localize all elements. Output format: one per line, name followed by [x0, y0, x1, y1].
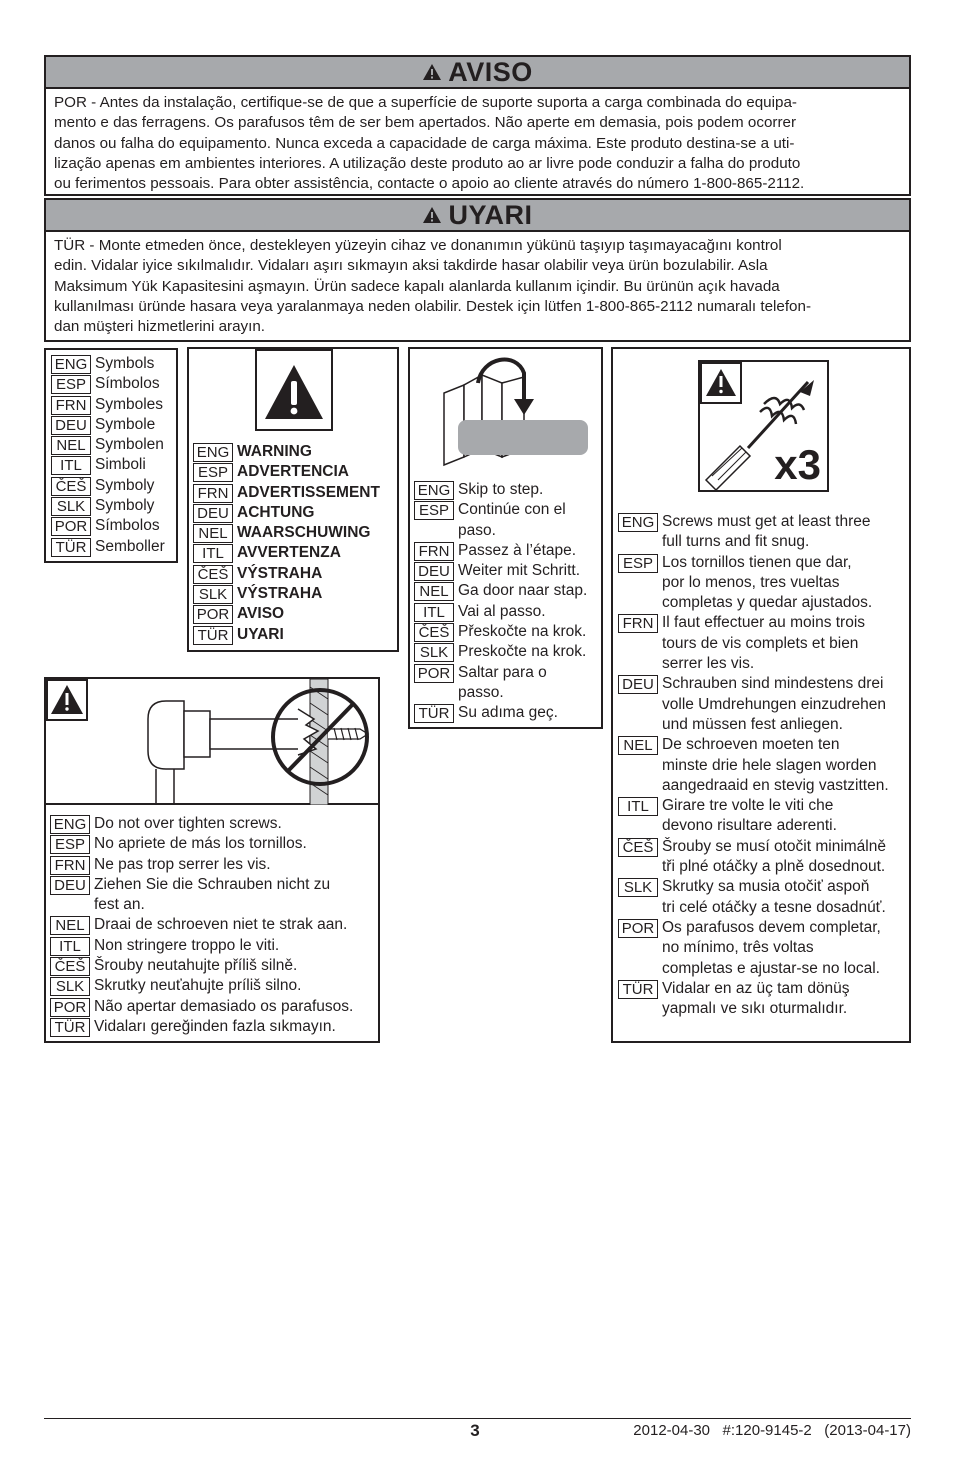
language-code-badge: ESP	[51, 375, 91, 394]
language-code-badge: TÜR	[618, 980, 658, 999]
language-text: Ga door naar stap.	[458, 582, 588, 600]
language-text: Symboles	[95, 395, 164, 413]
language-text: Skip to step.	[458, 481, 544, 498]
language-text: Screws must get at least three full turns and fit snug.	[662, 513, 871, 551]
language-row	[618, 877, 889, 918]
language-row	[414, 602, 587, 622]
language-code-badge: ESP	[193, 463, 233, 482]
language-code-badge: ITL	[50, 937, 90, 956]
language-code-badge: POR	[51, 517, 91, 536]
language-text: Semboller	[95, 537, 165, 555]
language-code-badge: NEL	[414, 582, 454, 601]
language-text: Passez à l’étape.	[458, 541, 577, 559]
language-code-badge: TÜR	[193, 626, 233, 645]
language-text: Do not over tighten screws.	[94, 815, 282, 832]
language-row	[193, 523, 380, 543]
language-text: Simboli	[95, 456, 146, 474]
language-code-badge: SLK	[193, 585, 233, 604]
language-code-badge: DEU	[414, 562, 454, 581]
language-code-badge: ENG	[50, 815, 90, 834]
language-text: Symbolen	[95, 436, 164, 454]
language-row	[618, 553, 889, 614]
language-text: Il faut effectuer au moins trois tours de vis complets et bien serrer les vis.	[662, 614, 866, 673]
language-code-badge: ČEŠ	[193, 565, 233, 584]
language-code-badge: FRN	[50, 856, 90, 875]
language-row	[51, 374, 176, 394]
language-code-badge: TÜR	[51, 538, 91, 557]
language-code-badge: POR	[50, 998, 90, 1017]
language-code-badge: DEU	[618, 675, 658, 694]
language-text: Weiter mit Schritt.	[458, 562, 581, 580]
language-text: Symbols	[95, 355, 155, 372]
screwdriver-into-wall-icon	[138, 679, 378, 805]
language-code-badge: SLK	[51, 497, 91, 516]
language-code-badge: FRN	[51, 396, 91, 415]
language-row	[50, 834, 353, 854]
language-code-badge: ITL	[193, 544, 233, 563]
language-row	[618, 674, 889, 735]
language-code-badge: SLK	[414, 643, 454, 662]
screws-list	[618, 512, 889, 1019]
language-code-badge: FRN	[618, 614, 658, 633]
document-number: 2012-04-30 #:120-9145-2 (2013-04-17)	[633, 1422, 911, 1439]
screws-panel	[611, 347, 911, 1043]
language-text: Schrauben sind mindestens drei volle Umdrehungen einzudrehen und müssen fest anliegen.	[662, 675, 887, 733]
language-row	[50, 814, 353, 834]
over-tighten-illustration	[46, 679, 378, 805]
language-code-badge: NEL	[193, 524, 233, 543]
language-code-badge: DEU	[50, 876, 90, 895]
language-text: Symbole	[95, 415, 156, 433]
language-row	[51, 354, 176, 374]
language-row	[193, 483, 380, 503]
warning-sign-icon	[255, 349, 333, 431]
language-text: Vidalar en az üç tam dönüş yapmalı ve sıkı oturmalıdır.	[662, 979, 850, 1018]
language-text: No apriete de más los tornillos.	[94, 835, 307, 853]
language-row	[51, 435, 176, 455]
aviso-header	[46, 57, 909, 89]
skip-list	[414, 480, 587, 724]
language-code-badge: ENG	[414, 481, 454, 500]
language-row	[193, 625, 380, 645]
language-text: Symboly	[95, 497, 155, 515]
language-text: Symboly	[95, 476, 155, 494]
language-code-badge: NEL	[618, 736, 658, 755]
warning-triangle-icon	[422, 63, 442, 81]
language-code-badge: POR	[193, 605, 233, 624]
language-text: Vai al passo.	[458, 602, 546, 620]
language-row	[618, 796, 889, 837]
aviso-title: AVISO	[448, 56, 533, 87]
aviso-text: POR - Antes da instalação, certifique-se de que a superfície de suporte suporta a carga combinada do equipa- mento e das ferragens. Os parafusos têm de ser bem apertados. Não aperte em demasia, pois podem ocorrer danos ou falha do equipamento. Nunca exceda a capacidade de carga máxima. Este produto destina-se a uti- lização apenas em ambientes interiores. A utilização deste produto ao ar livre pode conduzir a falha do produto ou ferimentos pessoais. Para obter assistência, contacte o apoio ao cliente através do número 1-800-865-2112.	[54, 94, 805, 193]
page-number: 3	[470, 1421, 480, 1440]
symbols-panel	[44, 348, 178, 563]
language-text: Skrutky neuťahujte príliš silno.	[94, 977, 302, 995]
language-row	[51, 516, 176, 536]
language-text: Ziehen Sie die Schrauben nicht zu fest an.	[94, 875, 331, 914]
language-row	[50, 936, 353, 956]
language-row	[193, 604, 380, 624]
language-row	[50, 1017, 353, 1037]
language-text: Šrouby neutahujte příliš silně.	[94, 957, 298, 975]
language-text: Přeskočte na krok.	[458, 623, 587, 641]
language-row	[414, 541, 587, 561]
language-row	[618, 918, 889, 979]
language-code-badge: ČEŠ	[50, 957, 90, 976]
language-code-badge: NEL	[51, 436, 91, 455]
language-row	[414, 622, 587, 642]
language-text: Su adıma geç.	[458, 704, 558, 722]
language-row	[51, 455, 176, 475]
symbols-list	[51, 354, 176, 557]
warning-panel	[187, 347, 399, 652]
language-row	[50, 855, 353, 875]
language-code-badge: ESP	[618, 554, 658, 573]
language-text: Continúe con el paso.	[458, 501, 566, 539]
over-tighten-list	[50, 814, 353, 1037]
language-text: UYARI	[237, 625, 284, 643]
language-text: AVISO	[237, 605, 285, 623]
over-tighten-panel	[44, 677, 380, 1043]
language-code-badge: ČEŠ	[51, 477, 91, 496]
language-code-badge: TÜR	[50, 1018, 90, 1037]
language-text: Saltar para o passo.	[458, 663, 547, 701]
language-text: WAARSCHUWING	[237, 524, 371, 542]
language-row	[51, 415, 176, 435]
language-row	[618, 979, 889, 1020]
language-code-badge: SLK	[50, 977, 90, 996]
language-row	[414, 663, 587, 704]
language-row	[618, 735, 889, 796]
language-code-badge: ITL	[618, 797, 658, 816]
language-row	[193, 584, 380, 604]
language-text: Vidaları gereğinden fazla sıkmayın.	[94, 1017, 336, 1035]
language-code-badge: FRN	[414, 542, 454, 561]
language-code-badge: ITL	[51, 456, 91, 475]
language-text: AVVERTENZA	[237, 544, 341, 562]
language-row	[51, 395, 176, 415]
x3-badge: x3	[774, 441, 821, 488]
language-row	[618, 512, 889, 553]
uyari-text: TÜR - Monte etmeden önce, destekleyen yüzeyin cihaz ve donanımın yükünü taşıyıp taşımayacağını kontrol edin. Vidalar iyice sıkılmalıdır. Vidaları aşırı sıkmayın aksi takdirde hasar olabilir veya ürün bozulabilir. Asla Maksimum Yük Kapasitesini aşmayın. Ürün sadece kapalı alanlarda kullanım içindir. Bu ürünün açık havada kullanılması üründe hasara veya yaralanmaya neden olabilir. Destek için lütfen 1-800-865-2112 numaralı telefon- dan müşteri hizmetlerini arayın.	[54, 237, 812, 336]
language-text: VÝSTRAHA	[237, 585, 323, 603]
language-row	[50, 875, 353, 916]
caution-icon	[46, 679, 88, 721]
language-code-badge: ČEŠ	[618, 838, 658, 857]
language-row	[193, 503, 380, 523]
screws-illustration	[698, 360, 829, 492]
language-code-badge: TÜR	[414, 704, 454, 723]
language-text: Preskočte na krok.	[458, 643, 587, 661]
language-text: Skrutky sa musia otočiť aspoň tri celé otáčky a tesne dosadnúť.	[662, 878, 886, 916]
uyari-title: UYARI	[448, 199, 533, 230]
language-row	[51, 476, 176, 496]
language-row	[618, 613, 889, 674]
language-text: Non stringere troppo le viti.	[94, 936, 280, 954]
language-code-badge: ENG	[193, 443, 233, 462]
footer-rule	[44, 1418, 911, 1419]
aviso-warning-box	[44, 55, 911, 196]
language-row	[50, 997, 353, 1017]
warning-triangle-icon	[422, 206, 442, 224]
language-text: Ne pas trop serrer les vis.	[94, 855, 271, 873]
language-code-badge: ENG	[51, 355, 91, 374]
page-turn-icon	[438, 353, 562, 473]
language-text: Símbolos	[95, 375, 160, 393]
language-row	[193, 543, 380, 563]
language-row	[414, 703, 587, 723]
language-code-badge: ESP	[414, 501, 454, 520]
uyari-header	[46, 200, 909, 232]
language-code-badge: POR	[414, 664, 454, 683]
language-row	[50, 956, 353, 976]
language-row	[50, 976, 353, 996]
language-text: De schroeven moeten ten minste drie hele slagen worden aangedraaid en stevig vastzitten.	[662, 736, 889, 794]
language-text: WARNING	[237, 443, 312, 460]
language-text: Šrouby se musí otočit minimálně tři plné otáčky a plně dosednout.	[662, 837, 886, 876]
language-text: ADVERTISSEMENT	[237, 483, 380, 501]
language-text: Os parafusos devem completar, no mínimo, três voltas completas e ajustar-se no local.	[662, 918, 881, 977]
language-row	[50, 915, 353, 935]
language-text: Símbolos	[95, 517, 160, 535]
step-placeholder	[458, 420, 588, 455]
language-code-badge: NEL	[50, 916, 90, 935]
language-row	[414, 500, 587, 541]
language-row	[51, 496, 176, 516]
language-row	[414, 642, 587, 662]
language-text: Girare tre volte le viti che devono risultare aderenti.	[662, 797, 837, 835]
language-text: Draai de schroeven niet te strak aan.	[94, 916, 348, 934]
language-code-badge: ITL	[414, 603, 454, 622]
language-code-badge: ČEŠ	[414, 623, 454, 642]
language-text: ADVERTENCIA	[237, 463, 349, 481]
language-code-badge: DEU	[193, 504, 233, 523]
warning-list	[193, 442, 380, 645]
language-code-badge: POR	[618, 919, 658, 938]
language-code-badge: ENG	[618, 513, 658, 532]
language-row	[414, 581, 587, 601]
language-row	[414, 480, 587, 500]
language-text: VÝSTRAHA	[237, 564, 323, 582]
language-code-badge: DEU	[51, 416, 91, 435]
language-code-badge: SLK	[618, 878, 658, 897]
language-row	[193, 442, 380, 462]
uyari-warning-box	[44, 198, 911, 342]
language-text: Não apertar demasiado os parafusos.	[94, 997, 354, 1015]
language-row	[51, 537, 176, 557]
language-text: Los tornillos tienen que dar, por lo menos, tres vueltas completas y quedar ajustados.	[662, 553, 873, 612]
language-row	[193, 462, 380, 482]
language-text: ACHTUNG	[237, 503, 315, 521]
language-code-badge: ESP	[50, 835, 90, 854]
language-row	[618, 837, 889, 878]
skip-step-panel	[408, 347, 603, 729]
language-code-badge: FRN	[193, 484, 233, 503]
language-row	[193, 564, 380, 584]
language-row	[414, 561, 587, 581]
